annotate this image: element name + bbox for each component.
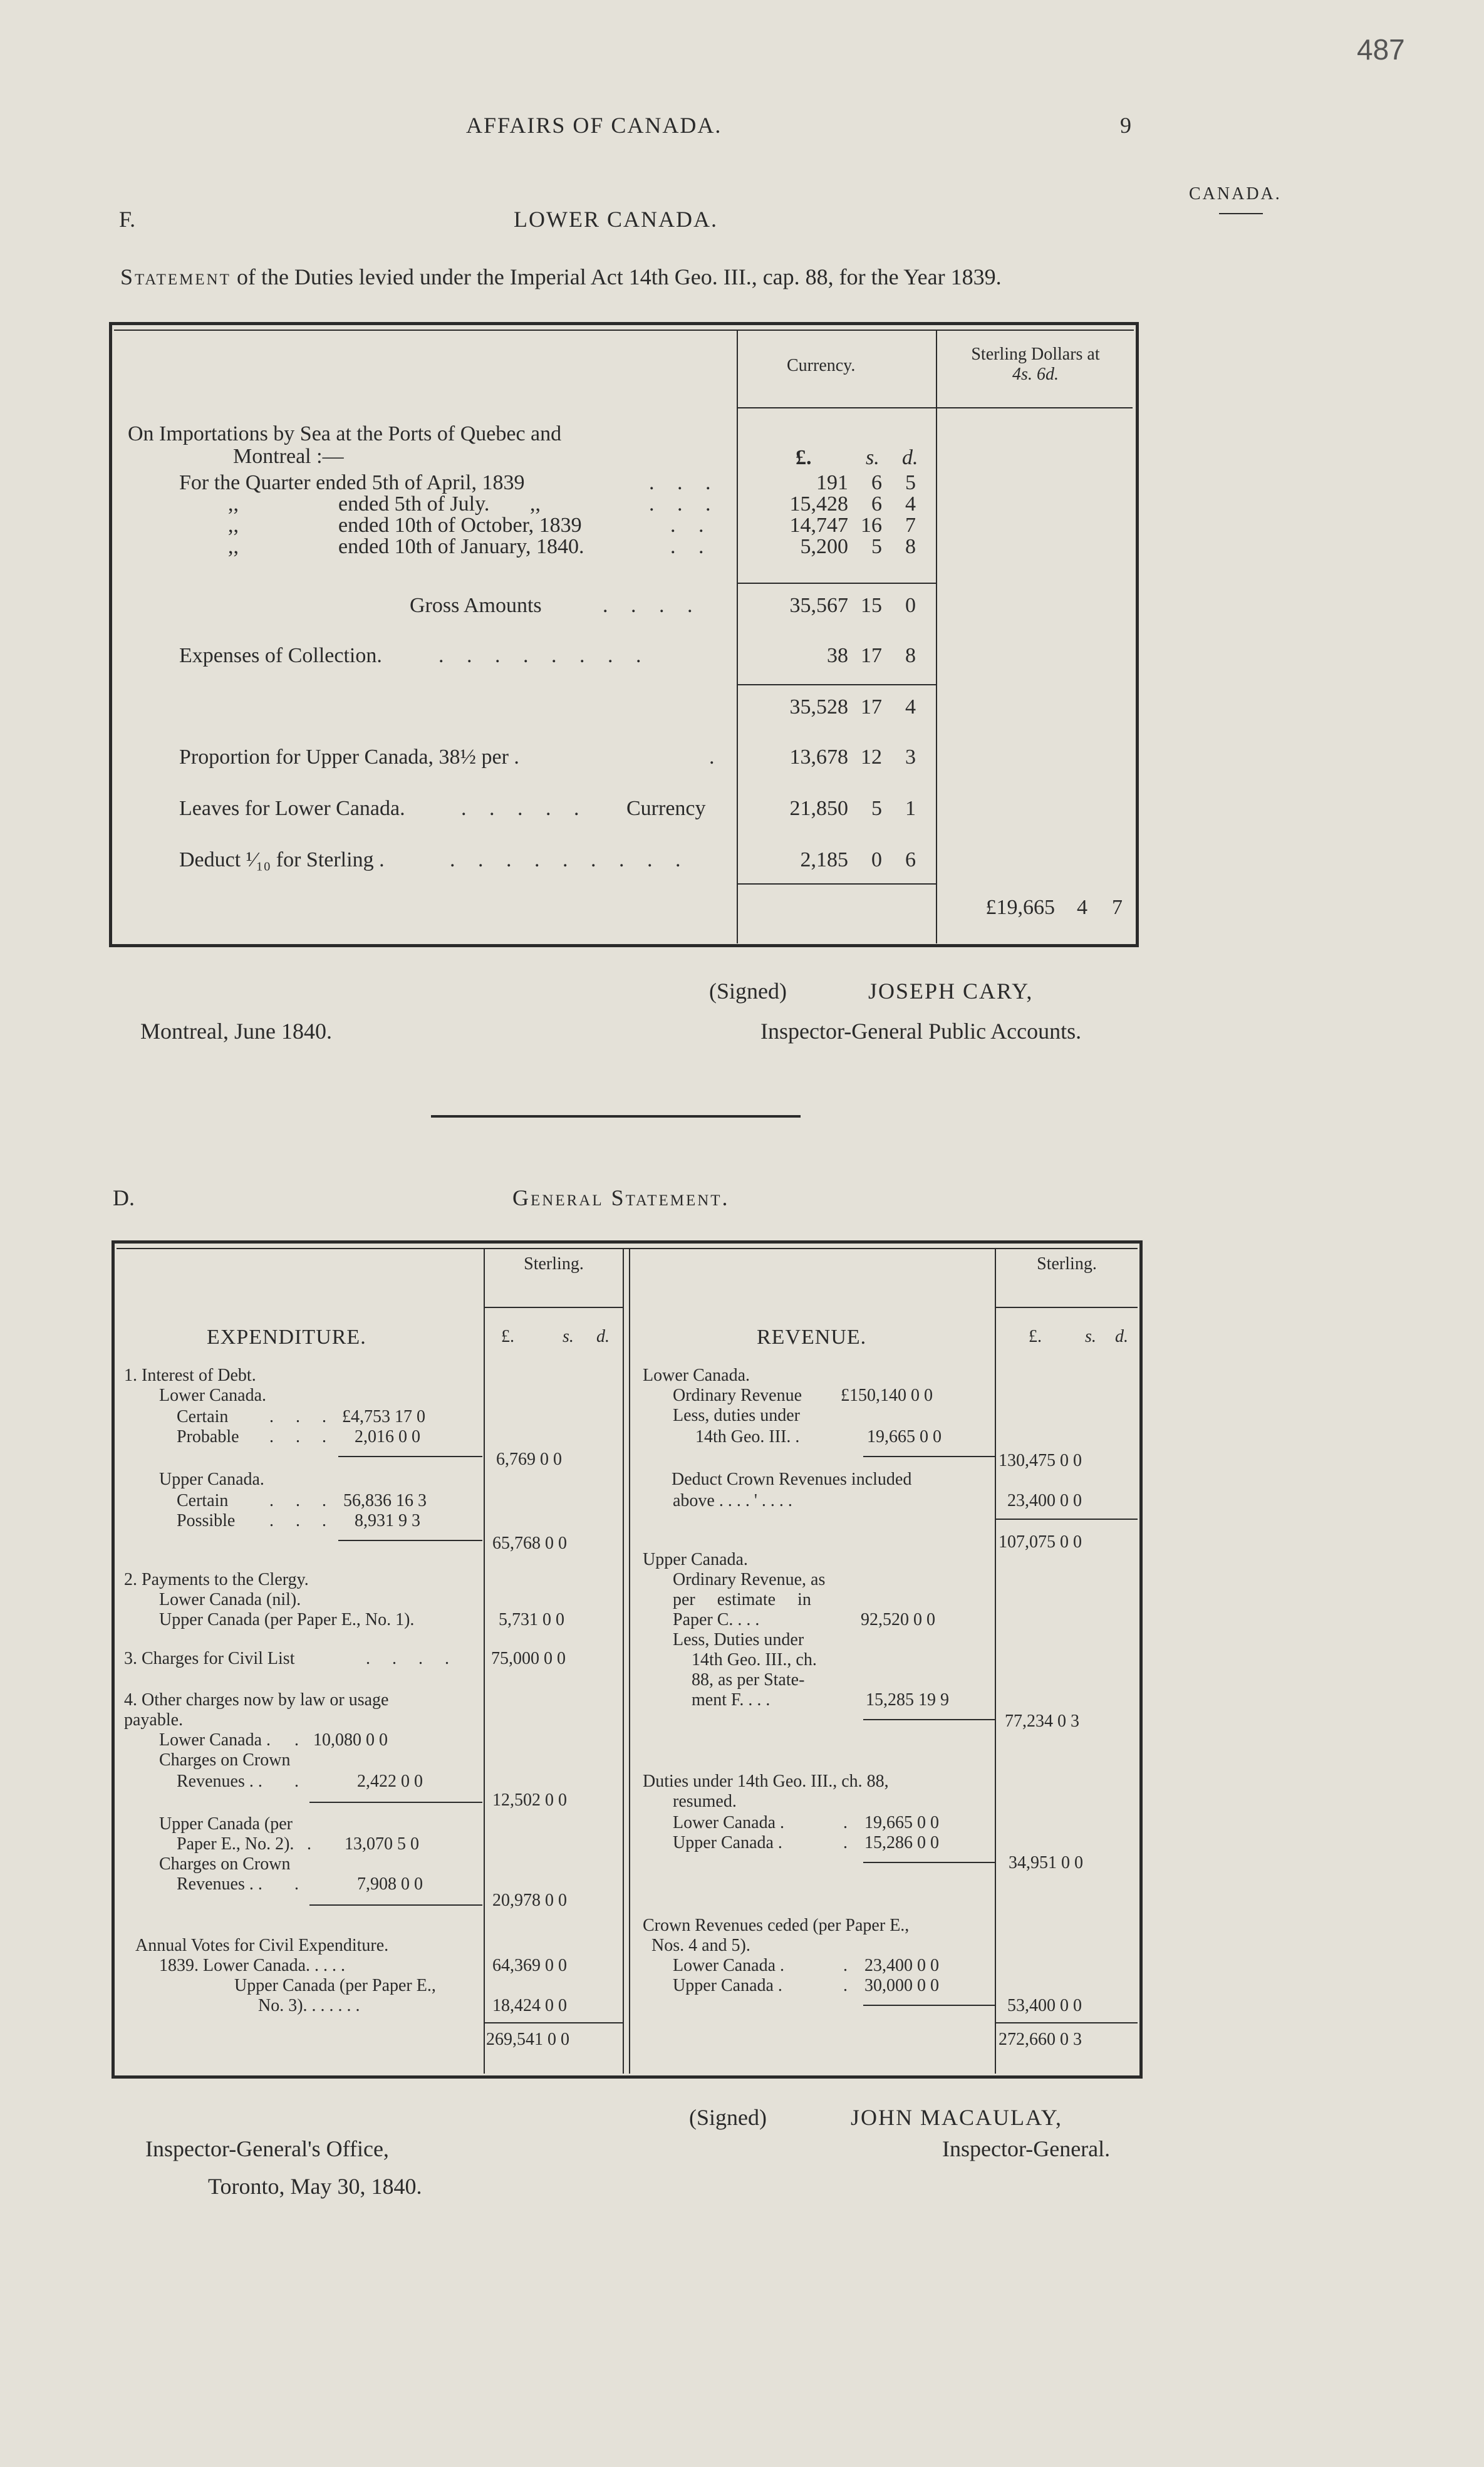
- exp-text: Possible: [177, 1511, 236, 1530]
- statement-text: of the Duties levied under the Imperial Act 14th Geo. III., cap. 88, for the Year 1839.: [236, 264, 1002, 289]
- margin-note: CANADA.: [1189, 184, 1282, 204]
- table-f-divider-2: [936, 330, 937, 943]
- expenses-pence: 8: [905, 644, 916, 667]
- unit-pounds: £.: [796, 446, 812, 469]
- col-sterling-header-1: Sterling Dollars at: [971, 345, 1100, 364]
- rev-text: Duties under 14th Geo. III., ch. 88,: [643, 1772, 889, 1791]
- rev-subtotal: 130,475 0 0: [999, 1451, 1082, 1470]
- leader-dots: .: [294, 1874, 299, 1894]
- statement-heading: [120, 266, 1002, 288]
- unit-pence: d.: [902, 446, 918, 469]
- rev-value: 30,000 0 0: [864, 1976, 939, 1995]
- exp-text: Charges on Crown: [159, 1854, 291, 1874]
- import-line-1: On Importations by Sea at the Ports of Quebec and: [128, 422, 562, 445]
- exp-subtotal: 18,424 0 0: [492, 1996, 567, 2015]
- gross-label: Gross Amounts: [410, 594, 542, 617]
- exp-value: 56,836 16 3: [343, 1491, 427, 1510]
- exp-text: Charges on Crown: [159, 1750, 291, 1770]
- unit-pence: d.: [596, 1327, 610, 1346]
- sum-rule: [309, 1904, 482, 1906]
- unit-pence: d.: [1115, 1327, 1128, 1346]
- office-label: Inspector-General's Office,: [145, 2136, 389, 2161]
- leader-dots: .: [307, 1834, 311, 1854]
- gross-pounds: 35,567: [789, 594, 848, 617]
- exp-text: Revenues . .: [177, 1874, 262, 1894]
- row-pounds: 5,200: [800, 535, 848, 558]
- leaves-pounds: 21,850: [789, 797, 848, 820]
- exp-text: payable.: [124, 1710, 184, 1730]
- exp-value: 8,931 9 3: [355, 1511, 420, 1530]
- exp-subtotal: 12,502 0 0: [492, 1790, 567, 1810]
- ditto-mark: ,,: [228, 514, 239, 537]
- net-pounds: 35,528: [789, 695, 848, 719]
- rev-value: 19,665 0 0: [867, 1427, 942, 1446]
- rev-text: resumed.: [673, 1792, 737, 1811]
- table-d-header-rule: [484, 1307, 623, 1308]
- running-page-number: 9: [1120, 113, 1131, 138]
- exp-value: 2,016 0 0: [355, 1427, 420, 1446]
- exp-value: 10,080 0 0: [313, 1730, 388, 1750]
- exp-text: No. 3). . . . . . .: [258, 1996, 360, 2015]
- signed-label: (Signed): [689, 2105, 767, 2130]
- sum-rule: [737, 684, 936, 685]
- sum-rule: [309, 1802, 482, 1803]
- rev-text: Ordinary Revenue: [673, 1386, 802, 1405]
- exp-item-1: 1. Interest of Debt.: [124, 1366, 256, 1385]
- unit-pounds: £.: [501, 1327, 514, 1346]
- leaves-pence: 1: [905, 797, 916, 820]
- row-shillings: 16: [861, 514, 882, 537]
- exp-subtotal: 6,769 0 0: [496, 1450, 562, 1469]
- rev-text: Nos. 4 and 5).: [651, 1936, 750, 1955]
- table-d-divider: [484, 1248, 485, 2074]
- leader-dots: .: [843, 1813, 848, 1832]
- exp-value: 2,422 0 0: [357, 1772, 423, 1791]
- row-label: ended 5th of July.: [338, 492, 490, 516]
- unit-pounds: £.: [1029, 1327, 1042, 1346]
- row-pence: 4: [905, 492, 916, 516]
- rev-text: Upper Canada .: [673, 1833, 782, 1852]
- leader-dots: . . .: [649, 492, 720, 516]
- sum-rule: [737, 883, 936, 885]
- col-sterling-header-2: 4s. 6d.: [1012, 365, 1059, 384]
- rev-total: 272,660 0 3: [999, 2030, 1082, 2049]
- rev-text: Lower Canada .: [673, 1813, 785, 1832]
- row-shillings: 5: [871, 535, 882, 558]
- rev-value: 15,285 19 9: [866, 1690, 949, 1710]
- proportion-pence: 3: [905, 745, 916, 769]
- expenses-shillings: 17: [861, 644, 882, 667]
- leaves-shillings: 5: [871, 797, 882, 820]
- exp-text: Probable: [177, 1427, 239, 1446]
- rev-text: Lower Canada .: [673, 1956, 785, 1975]
- exp-subtotal: 75,000 0 0: [491, 1649, 566, 1668]
- row-pence: 8: [905, 535, 916, 558]
- rev-text: Upper Canada.: [643, 1550, 748, 1569]
- exp-annual-votes: Annual Votes for Civil Expenditure.: [135, 1936, 389, 1955]
- exp-subtotal: 5,731 0 0: [499, 1610, 564, 1629]
- section-d-title: General Statement.: [512, 1185, 730, 1210]
- rev-text: Lower Canada.: [643, 1366, 750, 1385]
- sum-rule: [863, 1719, 995, 1720]
- deduct-pence: 6: [905, 848, 916, 871]
- rev-text: Paper C. . . .: [673, 1610, 760, 1629]
- exp-subtotal: 64,369 0 0: [492, 1956, 567, 1975]
- section-separator: [431, 1115, 801, 1118]
- exp-value: £4,753 17 0: [342, 1407, 425, 1426]
- col-sterling-left: Sterling.: [524, 1254, 584, 1274]
- gross-pence: 0: [905, 594, 916, 617]
- rev-text: per estimate in: [673, 1590, 811, 1609]
- leader-dots: . . . . . . . . .: [450, 848, 690, 871]
- page-number: 487: [1357, 33, 1405, 66]
- gross-shillings: 15: [861, 594, 882, 617]
- leader-dots: .: [294, 1730, 299, 1750]
- row-pence: 7: [905, 514, 916, 537]
- exp-text: Lower Canada.: [159, 1386, 267, 1405]
- leader-dots: . . . . . . . .: [438, 644, 650, 667]
- total-rule: [484, 2022, 623, 2023]
- exp-item-3: 3. Charges for Civil List: [124, 1649, 295, 1668]
- sum-rule: [338, 1540, 482, 1541]
- exp-value: 13,070 5 0: [345, 1834, 419, 1854]
- leader-dots: .: [843, 1833, 848, 1852]
- exp-subtotal: 20,978 0 0: [492, 1891, 567, 1910]
- row-pounds: 15,428: [789, 492, 848, 516]
- leader-dots: . . .: [269, 1427, 335, 1446]
- running-title: AFFAIRS OF CANADA.: [466, 113, 722, 138]
- statement-word: Statement: [120, 264, 231, 289]
- row-label: ended 10th of October, 1839: [338, 514, 582, 537]
- signed-label: (Signed): [709, 979, 787, 1004]
- rev-text: Less, Duties under: [673, 1630, 804, 1649]
- deduct-label: Deduct ¹⁄₁₀ for Sterling .: [179, 848, 385, 871]
- unit-shillings: s.: [1085, 1327, 1096, 1346]
- table-f-header-rule: [737, 407, 1133, 408]
- exp-subtotal: 65,768 0 0: [492, 1534, 567, 1553]
- table-d-header-rule: [995, 1307, 1138, 1308]
- sum-rule: [996, 1519, 1138, 1520]
- sterling-total-pounds: £19,665: [985, 896, 1055, 919]
- rev-text: above . . . . ' . . . .: [673, 1491, 792, 1510]
- leader-dots: . . .: [269, 1407, 335, 1426]
- net-shillings: 17: [861, 695, 882, 719]
- proportion-shillings: 12: [861, 745, 882, 769]
- signer-title: Inspector-General.: [942, 2136, 1111, 2161]
- sum-rule: [737, 583, 936, 584]
- ditto-mark: ,,: [530, 492, 541, 516]
- rev-text: Less, duties under: [673, 1406, 800, 1425]
- rev-text: Crown Revenues ceded (per Paper E.,: [643, 1916, 910, 1935]
- row-label: For the Quarter ended 5th of April, 1839: [179, 471, 525, 494]
- rev-text: Upper Canada .: [673, 1976, 782, 1995]
- leader-dots: .: [709, 745, 715, 769]
- row-label: ended 10th of January, 1840.: [338, 535, 584, 558]
- rev-text: Ordinary Revenue, as: [673, 1570, 826, 1589]
- table-d-top-inner-rule: [117, 1248, 1138, 1249]
- exp-text: 1839. Lower Canada. . . . .: [159, 1956, 346, 1975]
- unit-shillings: s.: [866, 446, 880, 469]
- expenditure-heading: EXPENDITURE.: [207, 1326, 366, 1349]
- leaves-currency: Currency: [626, 797, 706, 820]
- exp-total: 269,541 0 0: [486, 2030, 569, 2049]
- exp-text: Paper E., No. 2).: [177, 1834, 294, 1854]
- table-f-top-inner-rule: [114, 330, 1134, 331]
- revenue-heading: REVENUE.: [757, 1326, 867, 1349]
- exp-text: Upper Canada (per Paper E., No. 1).: [159, 1610, 415, 1629]
- rev-subtotal: 23,400 0 0: [1007, 1491, 1082, 1510]
- signer-name: JOHN MACAULAY,: [851, 2105, 1063, 2130]
- row-pounds: 14,747: [789, 514, 848, 537]
- rev-value: £150,140 0 0: [841, 1386, 933, 1405]
- rev-value: 19,665 0 0: [864, 1813, 939, 1832]
- sterling-total-shillings: 4: [1077, 896, 1087, 919]
- leader-dots: . .: [670, 514, 713, 537]
- exp-item-4: 4. Other charges now by law or usage: [124, 1690, 389, 1710]
- sterling-total-pence: 7: [1112, 896, 1123, 919]
- exp-text: Certain: [177, 1491, 229, 1510]
- row-shillings: 6: [871, 471, 882, 494]
- margin-note-rule: [1219, 213, 1263, 214]
- leader-dots: . .: [670, 535, 713, 558]
- unit-shillings: s.: [563, 1327, 574, 1346]
- deduct-shillings: 0: [871, 848, 882, 871]
- rev-subtotal: 107,075 0 0: [999, 1532, 1082, 1552]
- leader-dots: .: [843, 1976, 848, 1995]
- section-f-title: LOWER CANADA.: [514, 207, 718, 232]
- total-rule: [996, 2022, 1138, 2023]
- leader-dots: .: [843, 1956, 848, 1975]
- rev-value: 23,400 0 0: [864, 1956, 939, 1975]
- rev-text: 14th Geo. III., ch.: [692, 1650, 817, 1670]
- import-line-2: Montreal :—: [233, 445, 344, 468]
- rev-text: 88, as per State-: [692, 1670, 805, 1690]
- row-shillings: 6: [871, 492, 882, 516]
- sum-rule: [338, 1456, 482, 1457]
- exp-text: Certain: [177, 1407, 229, 1426]
- exp-text: Lower Canada .: [159, 1730, 271, 1750]
- deduct-pounds: 2,185: [800, 848, 848, 871]
- rev-text: 14th Geo. III. .: [695, 1427, 800, 1446]
- leader-dots: . . .: [269, 1491, 335, 1510]
- exp-text: Upper Canada.: [159, 1470, 264, 1489]
- ditto-mark: ,,: [228, 535, 239, 558]
- rev-text: Deduct Crown Revenues included: [672, 1470, 912, 1489]
- place-date: Toronto, May 30, 1840.: [208, 2174, 422, 2199]
- rev-subtotal: 34,951 0 0: [1009, 1853, 1083, 1872]
- section-d-letter: D.: [113, 1185, 135, 1210]
- row-pounds: 191: [816, 471, 848, 494]
- ditto-mark: ,,: [228, 492, 239, 516]
- exp-item-2: 2. Payments to the Clergy.: [124, 1570, 309, 1589]
- expenses-pounds: 38: [827, 644, 848, 667]
- signer-title: Inspector-General Public Accounts.: [760, 1019, 1082, 1044]
- table-d-divider: [629, 1248, 630, 2074]
- place-date: Montreal, June 1840.: [140, 1019, 332, 1044]
- leaves-label: Leaves for Lower Canada.: [179, 797, 405, 820]
- net-pence: 4: [905, 695, 916, 719]
- col-sterling-right: Sterling.: [1037, 1254, 1097, 1274]
- table-d-divider: [623, 1248, 624, 2074]
- rev-subtotal: 77,234 0 3: [1005, 1711, 1079, 1731]
- exp-text: Upper Canada (per Paper E.,: [234, 1976, 436, 1995]
- exp-value: 7,908 0 0: [357, 1874, 423, 1894]
- rev-value: 92,520 0 0: [861, 1610, 935, 1629]
- exp-text: Upper Canada (per: [159, 1814, 293, 1834]
- rev-text: ment F. . . .: [692, 1690, 771, 1710]
- row-pence: 5: [905, 471, 916, 494]
- table-d-divider: [995, 1248, 996, 2074]
- leader-dots: .: [294, 1772, 299, 1791]
- col-currency-header: Currency.: [787, 356, 856, 375]
- proportion-label: Proportion for Upper Canada, 38½ per .: [179, 745, 519, 769]
- leader-dots: . . . .: [366, 1649, 458, 1668]
- rev-subtotal: 53,400 0 0: [1007, 1996, 1082, 2015]
- signer-name: JOSEPH CARY,: [868, 979, 1034, 1004]
- exp-text: Revenues . .: [177, 1772, 262, 1791]
- proportion-pounds: 13,678: [789, 745, 848, 769]
- rev-value: 15,286 0 0: [864, 1833, 939, 1852]
- sum-rule: [863, 1862, 995, 1863]
- leader-dots: . . .: [269, 1511, 335, 1530]
- leader-dots: . . . . .: [461, 797, 588, 820]
- leader-dots: . . . .: [603, 594, 702, 617]
- section-f-letter: F.: [119, 207, 136, 232]
- exp-text: Lower Canada (nil).: [159, 1590, 301, 1609]
- leader-dots: . . .: [649, 471, 720, 494]
- table-f-divider-1: [737, 330, 738, 943]
- sum-rule: [863, 2005, 995, 2006]
- expenses-label: Expenses of Collection.: [179, 644, 382, 667]
- sum-rule: [863, 1456, 995, 1457]
